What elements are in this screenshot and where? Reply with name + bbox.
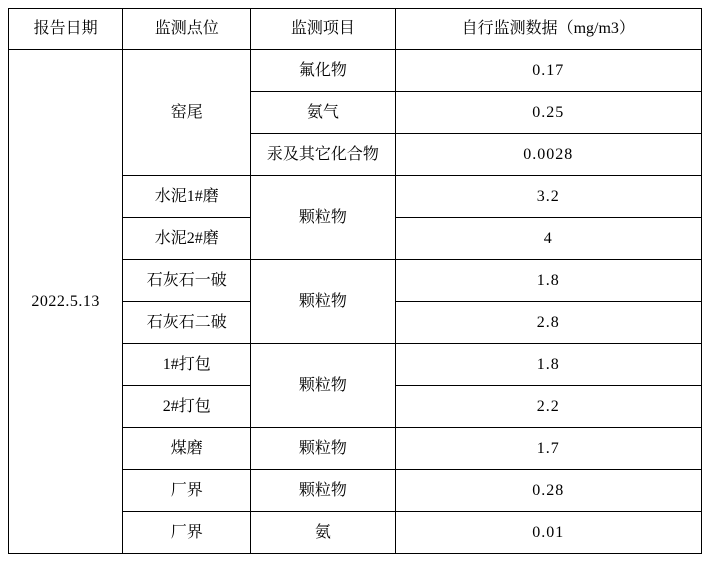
monitoring-item-cell: 汞及其它化合物: [251, 134, 395, 176]
monitoring-point-cell: 厂界: [123, 512, 251, 554]
monitoring-point-cell: 窑尾: [123, 50, 251, 176]
monitoring-value-cell: 3.2: [395, 176, 701, 218]
report-date-cell: 2022.5.13: [9, 50, 123, 554]
monitoring-point-cell: 2#打包: [123, 386, 251, 428]
monitoring-value-cell: 0.28: [395, 470, 701, 512]
table-row: [9, 50, 702, 92]
monitoring-value-cell: 0.25: [395, 92, 701, 134]
monitoring-item-cell: 氨气: [251, 92, 395, 134]
column-header-monitoring-item: 监测项目: [251, 9, 395, 50]
monitoring-point-cell: 厂界: [123, 470, 251, 512]
monitoring-point-cell: 1#打包: [123, 344, 251, 386]
monitoring-item-cell: 颗粒物: [251, 260, 395, 344]
monitoring-value-cell: 2.2: [395, 386, 701, 428]
self-monitoring-data-table: [8, 8, 702, 554]
monitoring-value-cell: 0.17: [395, 50, 701, 92]
monitoring-item-cell: 氨: [251, 512, 395, 554]
monitoring-point-cell: 水泥1#磨: [123, 176, 251, 218]
monitoring-item-cell: 颗粒物: [251, 176, 395, 260]
monitoring-value-cell: 0.01: [395, 512, 701, 554]
column-header-self-monitoring-data: 自行监测数据（mg/m3）: [395, 9, 701, 50]
monitoring-value-cell: 2.8: [395, 302, 701, 344]
monitoring-item-cell: 颗粒物: [251, 344, 395, 428]
monitoring-point-cell: 水泥2#磨: [123, 218, 251, 260]
monitoring-value-cell: 1.8: [395, 260, 701, 302]
monitoring-item-cell: 氟化物: [251, 50, 395, 92]
monitoring-point-cell: 煤磨: [123, 428, 251, 470]
monitoring-item-cell: 颗粒物: [251, 470, 395, 512]
monitoring-value-cell: 4: [395, 218, 701, 260]
table-body: [9, 50, 702, 554]
table-header-row: [9, 9, 702, 50]
monitoring-value-cell: 0.0028: [395, 134, 701, 176]
column-header-monitoring-point: 监测点位: [123, 9, 251, 50]
column-header-report-date: 报告日期: [9, 9, 123, 50]
monitoring-value-cell: 1.7: [395, 428, 701, 470]
table-header: [9, 9, 702, 50]
monitoring-item-cell: 颗粒物: [251, 428, 395, 470]
monitoring-point-cell: 石灰石一破: [123, 260, 251, 302]
monitoring-point-cell: 石灰石二破: [123, 302, 251, 344]
monitoring-value-cell: 1.8: [395, 344, 701, 386]
